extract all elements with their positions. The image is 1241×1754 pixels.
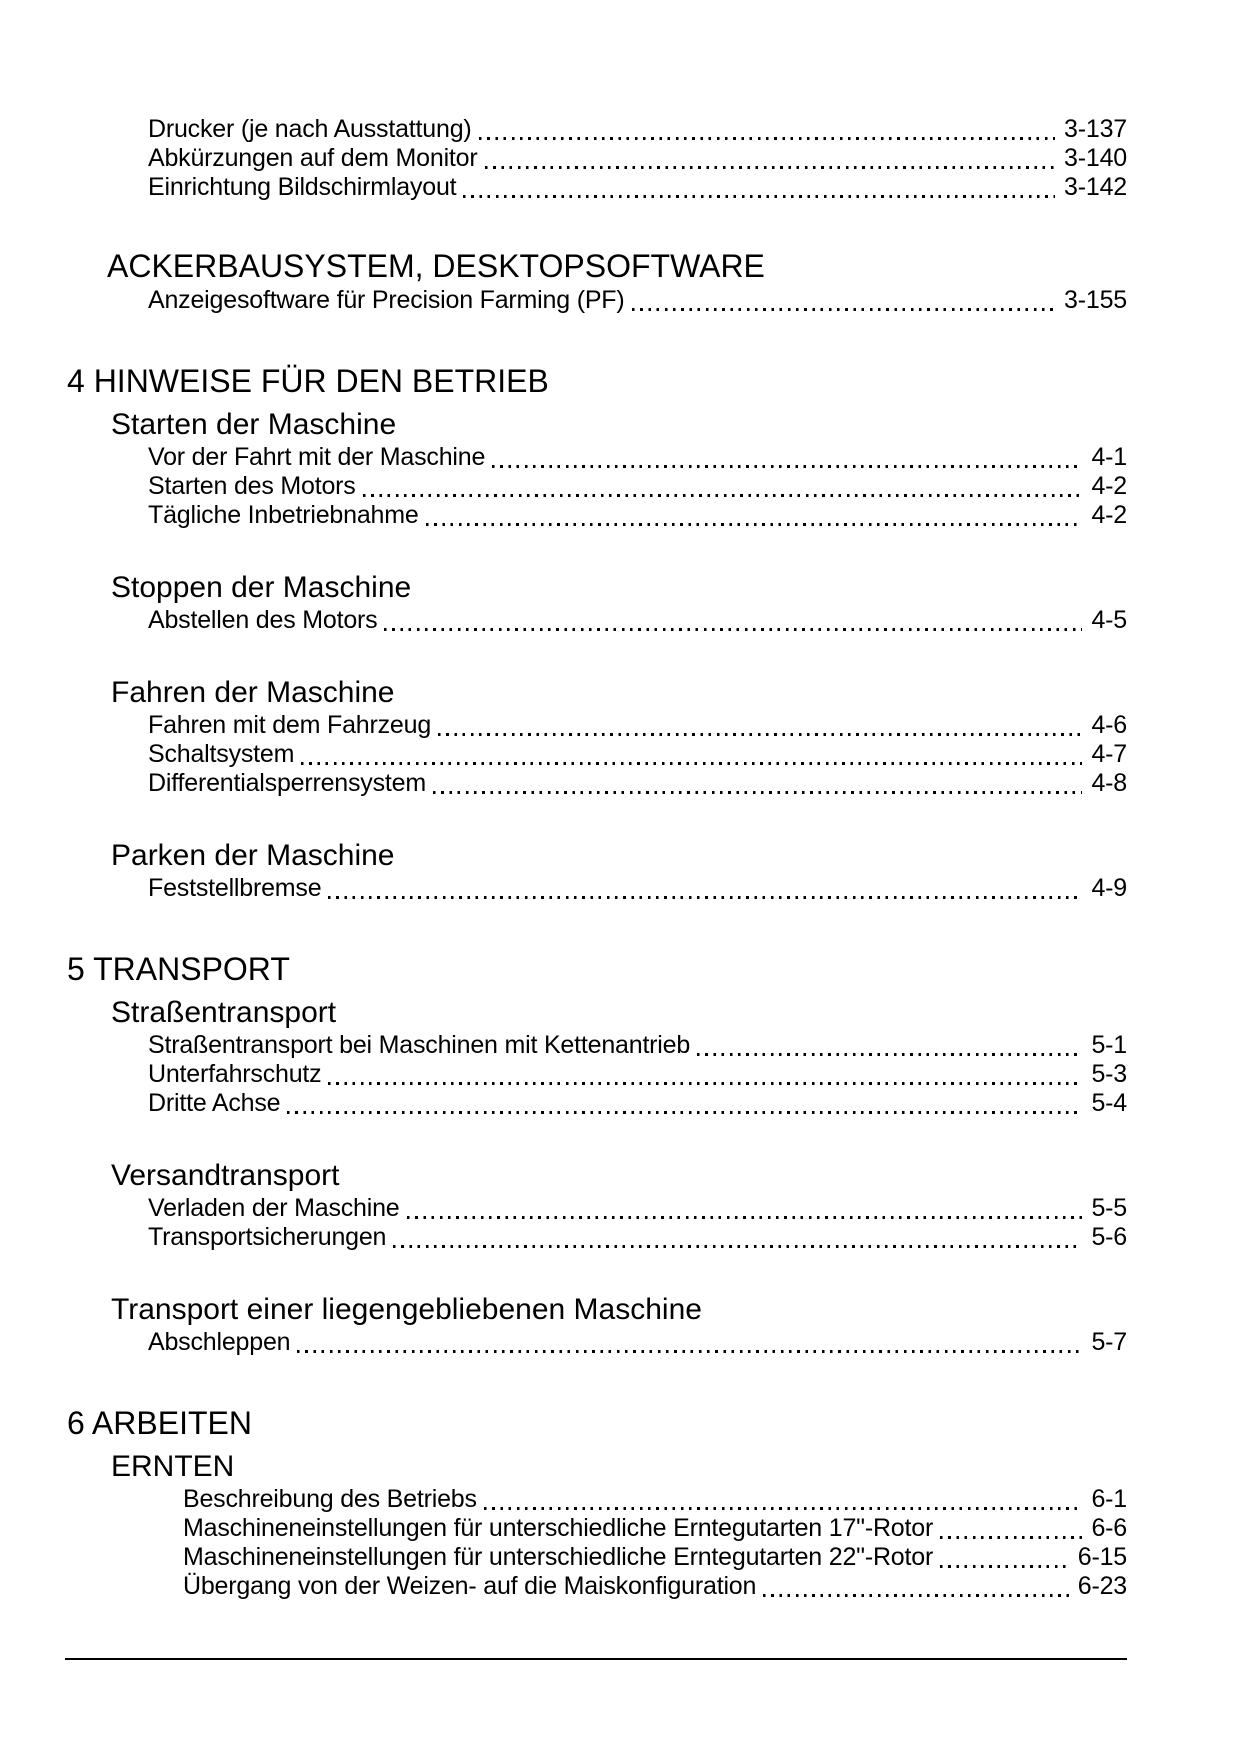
toc-entry-page-number: 4-1 [1091,443,1127,471]
toc-entry-page-number: 4-9 [1091,874,1127,902]
toc-entry-label: Drucker (je nach Ausstattung) [148,115,472,143]
toc-entry-row [183,1514,1127,1543]
toc-section [67,675,1127,798]
toc-entry-row [148,874,1127,903]
dot-leader [328,896,1082,899]
dot-leader [328,1082,1082,1085]
toc-entry-label: Schaltsystem [148,740,295,768]
toc-chapter [67,1403,1127,1601]
toc-entry-page-number: 4-6 [1091,711,1127,739]
toc-section [67,1449,1127,1601]
toc-chapter [67,949,1127,1357]
toc-entry-page-number: 4-5 [1091,606,1127,634]
chapter-heading: 4 HINWEISE FÜR DEN BETRIEB [67,363,549,399]
footer-rule [65,1658,1127,1660]
toc-entry-row [148,501,1127,530]
toc-entry-label: Unterfahrschutz [148,1060,322,1088]
toc-entry-label: Transportsicherungen [148,1223,387,1251]
dot-leader [384,628,1082,631]
toc-entry-label: Beschreibung des Betriebs [183,1485,477,1513]
toc-entry-group [67,1031,1127,1118]
toc-entry-label: Einrichtung Bildschirmlayout [148,173,457,201]
toc-entry-row [148,769,1127,798]
toc-entry-label: Straßentransport bei Maschinen mit Kettenantrieb [148,1031,691,1059]
dot-leader [463,195,1055,198]
dot-leader [407,1216,1083,1219]
section-heading: Starten der Maschine [111,408,397,441]
dot-leader [297,1350,1082,1353]
toc-entry-label: Tägliche Inbetriebnahme [148,501,419,529]
dot-leader [697,1053,1082,1056]
dot-leader [940,1536,1082,1539]
section-heading: ACKERBAUSYSTEM, DESKTOPSOFTWARE [107,248,765,284]
toc-section [67,570,1127,635]
toc-entry-row [148,711,1127,740]
toc-entry-page-number: 5-6 [1091,1223,1127,1251]
toc-entry-label: Abstellen des Motors [148,606,378,634]
toc-chapter [67,361,1127,903]
section-heading: Stoppen der Maschine [111,571,412,604]
toc-entry-group [67,286,1127,315]
toc-section [67,838,1127,903]
toc-entry-row [148,740,1127,769]
toc-section [67,1158,1127,1252]
dot-leader [363,494,1083,497]
dot-leader [426,523,1083,526]
toc-entry-row [148,1223,1127,1252]
section-heading: ERNTEN [111,1450,235,1483]
toc-entry-group [67,711,1127,798]
toc-entry-row [148,115,1127,144]
toc-entry-label: Feststellbremse [148,874,322,902]
toc-section [67,995,1127,1118]
toc-entry-page-number: 6-1 [1091,1485,1127,1513]
toc-entry-page-number: 3-137 [1064,115,1127,143]
chapter-heading: 6 ARBEITEN [67,1405,252,1441]
toc-entry-row [148,1328,1127,1357]
toc-entry-page-number: 5-7 [1091,1328,1127,1356]
toc-entry-group [67,1194,1127,1252]
toc-entry-label: Starten des Motors [148,472,356,500]
toc-entry-page-number: 5-1 [1091,1031,1127,1059]
toc-entry-page-number: 6-23 [1077,1572,1127,1600]
toc-entry-label: Dritte Achse [148,1089,281,1117]
toc-entry-row [148,144,1127,173]
section-heading: Fahren der Maschine [111,676,395,709]
toc-entry-page-number: 5-5 [1091,1194,1127,1222]
dot-leader [632,308,1056,311]
toc-entry-row [148,1194,1127,1223]
toc-entry-label: Vor der Fahrt mit der Maschine [148,443,486,471]
toc-entry-label: Maschineneinstellungen für unterschiedliche Erntegutarten 17"-Rotor [183,1514,934,1542]
dot-leader [485,166,1056,169]
dot-leader [479,137,1056,140]
toc-entry-label: Anzeigesoftware für Precision Farming (PF) [148,286,625,314]
toc-entry-page-number: 6-15 [1077,1543,1127,1571]
toc-entry-label: Verladen der Maschine [148,1194,400,1222]
dot-leader [433,791,1082,794]
toc-content [67,115,1127,1601]
toc-entry-group [67,874,1127,903]
toc-entry-label: Übergang von der Weizen- auf die Maiskonfiguration [183,1572,757,1600]
toc-section [67,246,1127,315]
toc-entry-page-number: 4-2 [1091,501,1127,529]
toc-entry-page-number: 3-142 [1064,173,1127,201]
dot-leader [492,465,1082,468]
section-heading: Parken der Maschine [111,839,395,872]
dot-leader [393,1245,1082,1248]
toc-entry-row [148,472,1127,501]
toc-entry-row [148,443,1127,472]
toc-entry-label: Maschineneinstellungen für unterschiedliche Erntegutarten 22"-Rotor [183,1543,934,1571]
dot-leader [484,1507,1083,1510]
toc-entry-group [67,1328,1127,1357]
toc-entry-page-number: 3-140 [1064,144,1127,172]
toc-entry-page-number: 3-155 [1064,286,1127,314]
toc-entry-row [183,1485,1127,1514]
section-heading: Straßentransport [111,996,337,1029]
toc-section [67,1292,1127,1357]
toc-entry-group [67,606,1127,635]
toc-entry-page-number: 4-8 [1091,769,1127,797]
dot-leader [763,1594,1069,1597]
section-heading: Versandtransport [111,1159,340,1192]
section-heading: Transport einer liegengebliebenen Maschine [111,1293,702,1326]
toc-entry-row [148,606,1127,635]
toc-entry-page-number: 6-6 [1091,1514,1127,1542]
toc-entry-row [183,1572,1127,1601]
toc-entry-row [148,286,1127,315]
toc-entry-group [67,115,1127,202]
dot-leader [940,1565,1069,1568]
toc-entry-row [148,1031,1127,1060]
chapter-heading: 5 TRANSPORT [67,951,290,987]
toc-entry-group [67,1485,1127,1601]
toc-entry-label: Abkürzungen auf dem Monitor [148,144,478,172]
toc-entry-row [148,1089,1127,1118]
dot-leader [301,762,1082,765]
toc-entry-label: Fahren mit dem Fahrzeug [148,711,432,739]
toc-entry-row [148,1060,1127,1089]
toc-entry-label: Abschleppen [148,1328,291,1356]
toc-entry-page-number: 4-2 [1091,472,1127,500]
dot-leader [287,1111,1082,1114]
toc-entry-page-number: 5-3 [1091,1060,1127,1088]
toc-entry-row [183,1543,1127,1572]
toc-section [67,407,1127,530]
dot-leader [438,733,1082,736]
toc-entry-label: Differentialsperrensystem [148,769,426,797]
toc-entry-page-number: 4-7 [1091,740,1127,768]
toc-entry-row [148,173,1127,202]
toc-entry-page-number: 5-4 [1091,1089,1127,1117]
toc-entry-group [67,443,1127,530]
